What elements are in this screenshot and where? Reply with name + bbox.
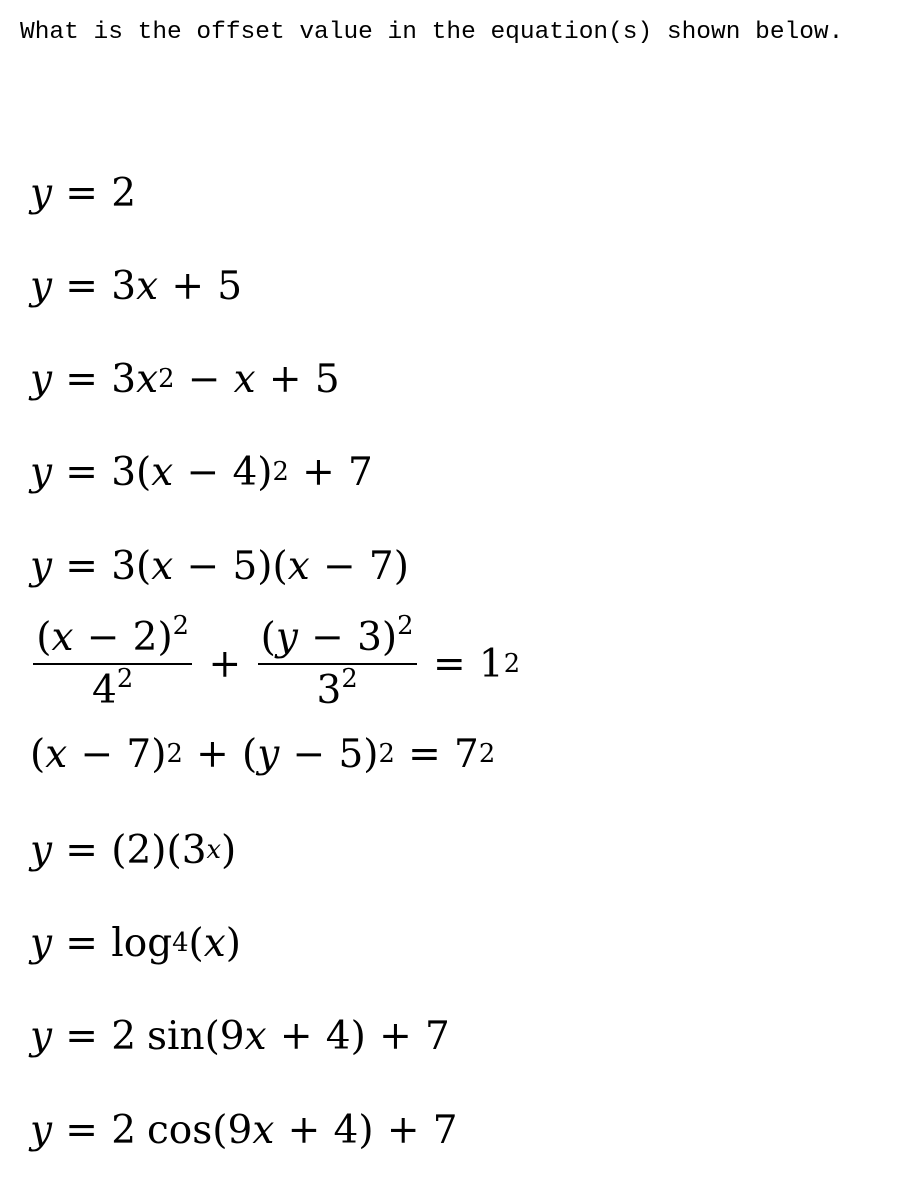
fraction-y-term: $\frac{(y - 3)^2}{3^2}$ — [258, 618, 417, 710]
equation-2: y = 3 x + 5 — [30, 263, 243, 309]
equation-6: $\frac{(x - 2)^2}{4^2}$ + $\frac{(y - 3)^2}{3^2}$ = 1 2 — [30, 614, 520, 714]
equation-7: ( x − 7) 2 + ( y − 5) 2 = 7 2 — [30, 731, 496, 777]
equation-3: y = 3 x 2 − x + 5 — [30, 356, 340, 402]
question-text: What is the offset value in the equation(s) shown below. — [20, 19, 844, 46]
equation-5: y = 3( x − 5)( x − 7) — [30, 543, 409, 589]
equation-1: y = 2 — [30, 170, 137, 216]
equation-8: y = (2)(3 x ) — [30, 827, 237, 873]
equation-4: y = 3( x − 4) 2 + 7 — [30, 449, 373, 495]
equation-9: y = log 4 ( x ) — [30, 920, 241, 966]
equation-11: y = 2 cos(9 x + 4) + 7 — [30, 1107, 458, 1153]
equation-10: y = 2 sin(9 x + 4) + 7 — [30, 1013, 450, 1059]
fraction-x-term: $\frac{(x - 2)^2}{4^2}$ — [33, 618, 192, 710]
